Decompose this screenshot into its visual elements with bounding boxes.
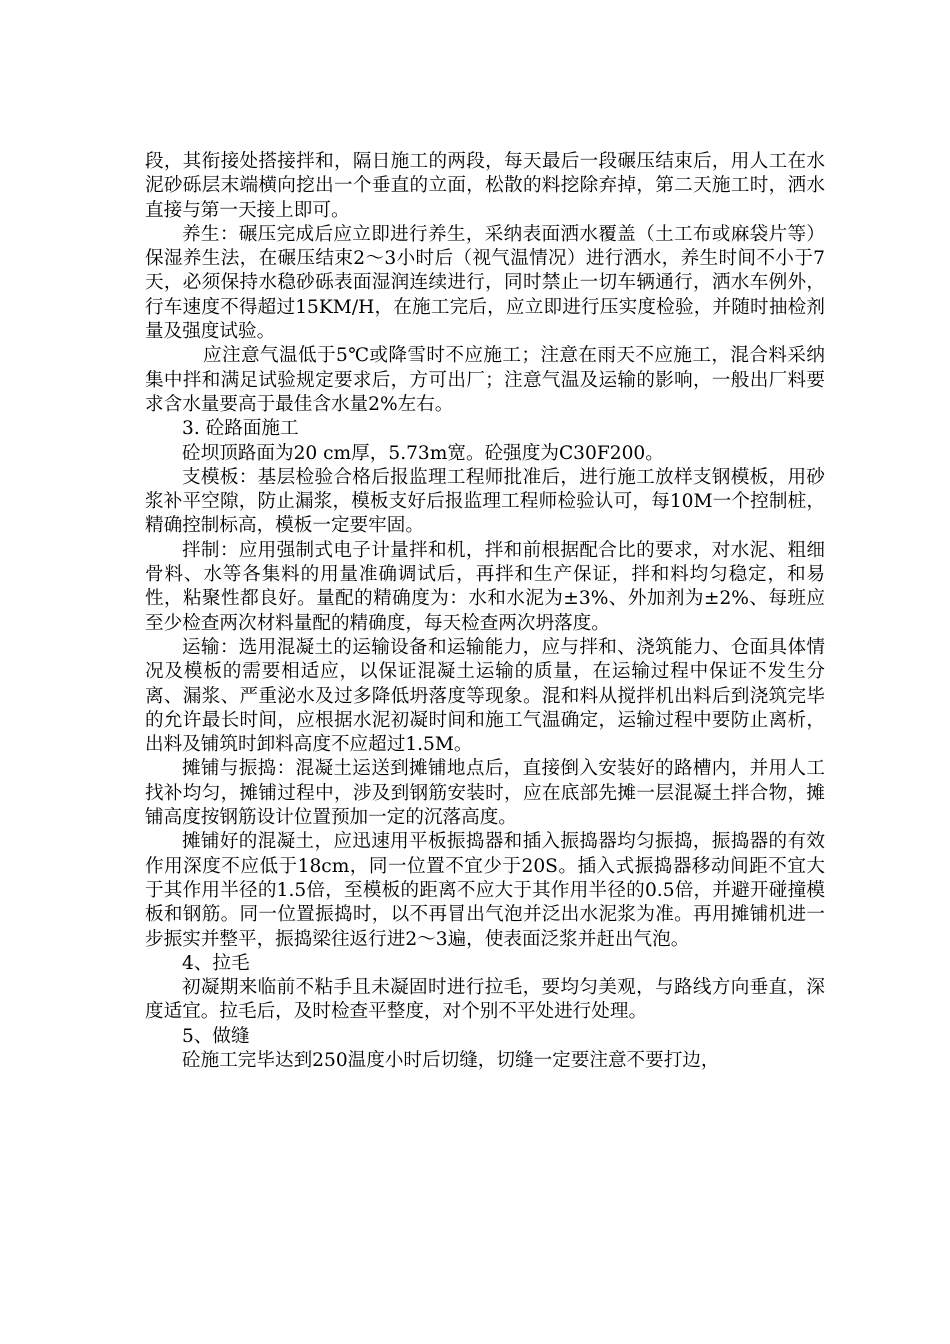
document-body (145, 150, 825, 1073)
paragraph-transport: 运输：选用混凝土的运输设备和运输能力，应与拌和、浇筑能力、仓面具体情况及模板的需要相适应，以保证混凝土运输的质量，在运输过程中保证不发生分离、漏浆、严重泌水及过多降低坍落度等现象。混和料从搅拌机出料后到浇筑完毕的允许最长时间，应根据水泥初凝时间和施工气温确定，运输过程中要防止离析，出料及铺筑时卸料高度不应超过1.5M。 (145, 636, 825, 756)
paragraph-continuation: 段，其衔接处搭接拌和，隔日施工的两段，每天最后一段碾压结束后，用人工在水泥砂砾层末端横向挖出一个垂直的立面，松散的料挖除弃掉，第二天施工时，洒水直接与第一天接上即可。 (145, 151, 825, 221)
paragraph-temperature-note: 应注意气温低于5℃或降雪时不应施工；注意在雨天不应施工，混合料采纳集中拌和满足试验规定要求后，方可出厂；注意气温及运输的影响，一般出厂料要求含水量要高于最佳含水量2%左右。 (145, 345, 825, 415)
paragraph-paving: 摊铺与振捣：混凝土运送到摊铺地点后，直接倒入安装好的路槽内，并用人工找补均匀，摊铺过程中，涉及到钢筋安装时，应在底部先摊一层混凝土拌合物，摊铺高度按钢筋设计位置预加一定的沉落高度。 (145, 758, 825, 829)
paragraph-texturing: 初凝期来临前不粘手且未凝固时进行拉毛，要均匀美观，与路线方向垂直，深度适宜。拉毛后，及时检查平整度，对个别不平处进行处理。 (145, 977, 825, 1023)
section-heading-texturing: 4、拉毛 (182, 952, 250, 974)
paragraph-road-spec: 砼坝顶路面为20 cm厚，5.73m宽。砼强度为C30F200。 (182, 442, 664, 464)
paragraph-vibration: 摊铺好的混凝土，应迅速用平板振捣器和插入振捣器均匀振捣，振捣器的有效作用深度不应低于18cm，同一位置不宜少于20S。插入式振捣器移动间距不宜大于其作用半径的1.5倍，至模板的距离不应大于其作用半径的0.5倍，并避开碰撞模板和钢筋。同一位置振捣时，以不再冒出气泡并泛出水泥浆为准。再用摊铺机进一步振实并整平，振捣梁往返行进2～3遍，使表面泛浆并赶出气泡。 (145, 831, 825, 950)
paragraph-curing: 养生：碾压完成后应立即进行养生，采纳表面洒水覆盖（土工布或麻袋片等）保湿养生法，在碾压结束2～3小时后（视气温情况）进行洒水，养生时间不小于7天，必须保持水稳砂砾表面湿润连续进行，同时禁止一切车辆通行，洒水车例外，行车速度不得超过15KM/H，在施工完后，应立即进行压实度检验，并随时抽检剂量及强度试验。 (145, 223, 825, 343)
paragraph-joints: 砼施工完毕达到250温度小时后切缝，切缝一定要注意不要打边， (182, 1049, 720, 1071)
section-heading-joints: 5、做缝 (182, 1025, 250, 1047)
section-heading-concrete-road: 3. 砼路面施工 (182, 418, 299, 440)
paragraph-mixing: 拌制：应用强制式电子计量拌和机，拌和前根据配合比的要求，对水泥、粗细骨料、水等各集料的用量准确调试后，再拌和生产保证，拌和料均匀稳定，和易性，粘聚性都良好。量配的精确度为：水和水泥为±3%、外加剂为±2%、每班应至少检查两次材料量配的精确度，每天检查两次坍落度。 (145, 539, 825, 634)
paragraph-formwork: 支模板：基层检验合格后报监理工程师批准后，进行施工放样支钢模板，用砂浆补平空隙，防止漏浆，模板支好后报监理工程师检验认可，每10M一个控制桩，精确控制标高，模板一定要牢固。 (145, 466, 825, 537)
